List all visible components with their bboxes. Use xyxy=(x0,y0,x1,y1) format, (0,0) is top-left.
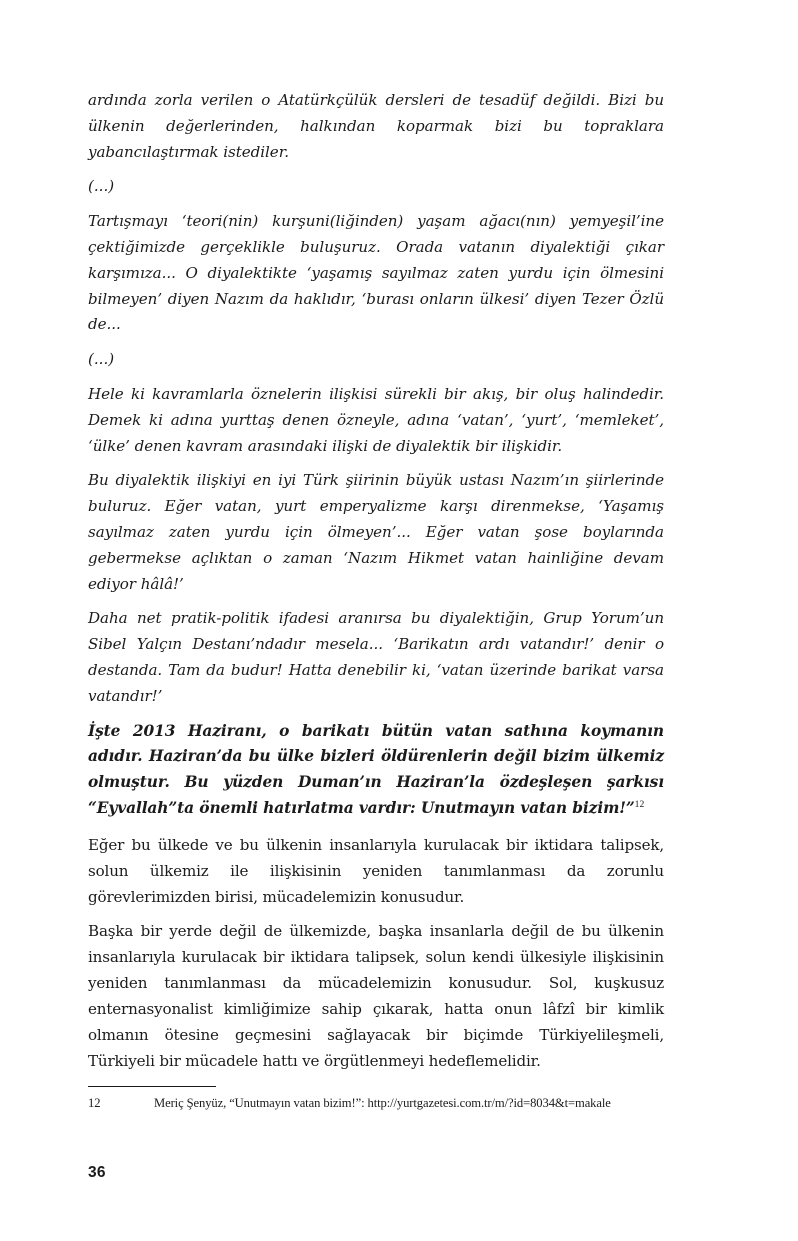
paragraph-quote-3: Hele ki kavramlarla öznelerin ilişkisi sürekli bir akış, bir oluş halindedir. Demek ki adına yurttaş denen özneyle, adına ‘vatan’, ‘yurt’, ‘memleket’, ‘ülke’ denen kavram arasındaki ilişki de diyalektik bir ilişkidir. xyxy=(88,384,664,455)
footnote-reference-12[interactable]: 12 xyxy=(634,798,645,810)
footnote-number: 12 xyxy=(88,1096,101,1110)
page-number: 36 xyxy=(88,1164,106,1181)
paragraph-emphasis-bold-text: İşte 2013 Haziranı, o barikatı bütün vatan sathına koymanın adıdır. Haziran’da bu ülke bizleri öldürenlerin değil bizim ülkemiz olmuştur. Bu yüzden Duman’ın Haziran’la özdeşleşen şarkısı “Eyvallah”ta önemli hatırlatma vardır: Unutmayın vatan bizim!” xyxy=(88,721,664,817)
paragraph-body-1: Eğer bu ülkede ve bu ülkenin insanlarıyla kurulacak bir iktidara talipsek, solun ülkemiz ile ilişkisinin yeniden tanımlanması da zorunlu görevlerimizden birisi, mücadelemizin konusudur. xyxy=(88,835,664,906)
footnote-zone xyxy=(88,1086,664,1112)
paragraph-quote-1: ardında zorla verilen o Atatürkçülük dersleri de tesadüf değildi. Bizi bu ülkenin değerlerinden, halkından koparmak bizi bu topraklara yabancılaştırmak istediler. xyxy=(88,91,664,161)
page-text-column xyxy=(88,88,664,1075)
footnote-separator-rule xyxy=(88,1086,216,1087)
ellipsis-separator-1: (...) xyxy=(88,177,115,196)
footnote-text: Meriç Şenyüz, “Unutmayın vatan bizim!”: http://yurtgazetesi.com.tr/m/?id=8034&t=makale xyxy=(154,1096,611,1110)
paragraph-quote-4: Bu diyalektik ilişkiyi en iyi Türk şiirinin büyük ustası Nazım’ın şiirlerinde buluruz. Eğer vatan, yurt emperyalizme karşı direnmekse, ‘Yaşamış sayılmaz zaten yurdu için ölmeyen’... Eğer vatan şose boylarında gebermekse açlıktan o zaman ‘Nazım Hikmet vatan hainliğine devam ediyor hâlâ!’ xyxy=(88,471,664,593)
paragraph-body-2: Başka bir yerde değil de ülkemizde, başka insanlarla değil de bu ülkenin insanlarıyla kurulacak bir iktidara talipsek, solun kendi ülkesiyle ilişkisinin yeniden tanımlanması da mücadelemizin konusudur. Sol, kuşkusuz enternasyonalist kimliğimize sahip çıkarak, hatta onun lâfzî bir kimlik olmanın ötesine geçmesini sağlayacak bir biçimde Türkiyelileşmeli, Türkiyeli bir mücadele hattı ve örgütlenmeyi hedeflemelidir. xyxy=(88,922,664,1070)
paragraph-quote-2: Tartışmayı ‘teori(nin) kurşuni(liğinden) yaşam ağacı(nın) yemyeşil’ine çektiğimizde gerçeklikle buluşuruz. Orada vatanın diyalektiği çıkar karşımıza... O diyalektikte ‘yaşamış sayılmaz zaten yurdu için ölmesini bilmeyen’ diyen Nazım da haklıdır, ‘burası onların ülkesi’ diyen Tezer Özlü de... xyxy=(88,212,664,334)
footnote-entry xyxy=(88,1094,664,1112)
paragraph-quote-5: Daha net pratik-politik ifadesi aranırsa bu diyalektiğin, Grup Yorum’un Sibel Yalçın Destanı’ndadır mesela... ‘Barikatın ardı vatandır!’ denir o destanda. Tam da budur! Hatta denebilir ki, ‘vatan üzerinde barikat varsa vatandır!’ xyxy=(88,609,664,705)
ellipsis-separator-2: (...) xyxy=(88,350,115,369)
paragraph-emphasis-bold xyxy=(88,719,664,822)
